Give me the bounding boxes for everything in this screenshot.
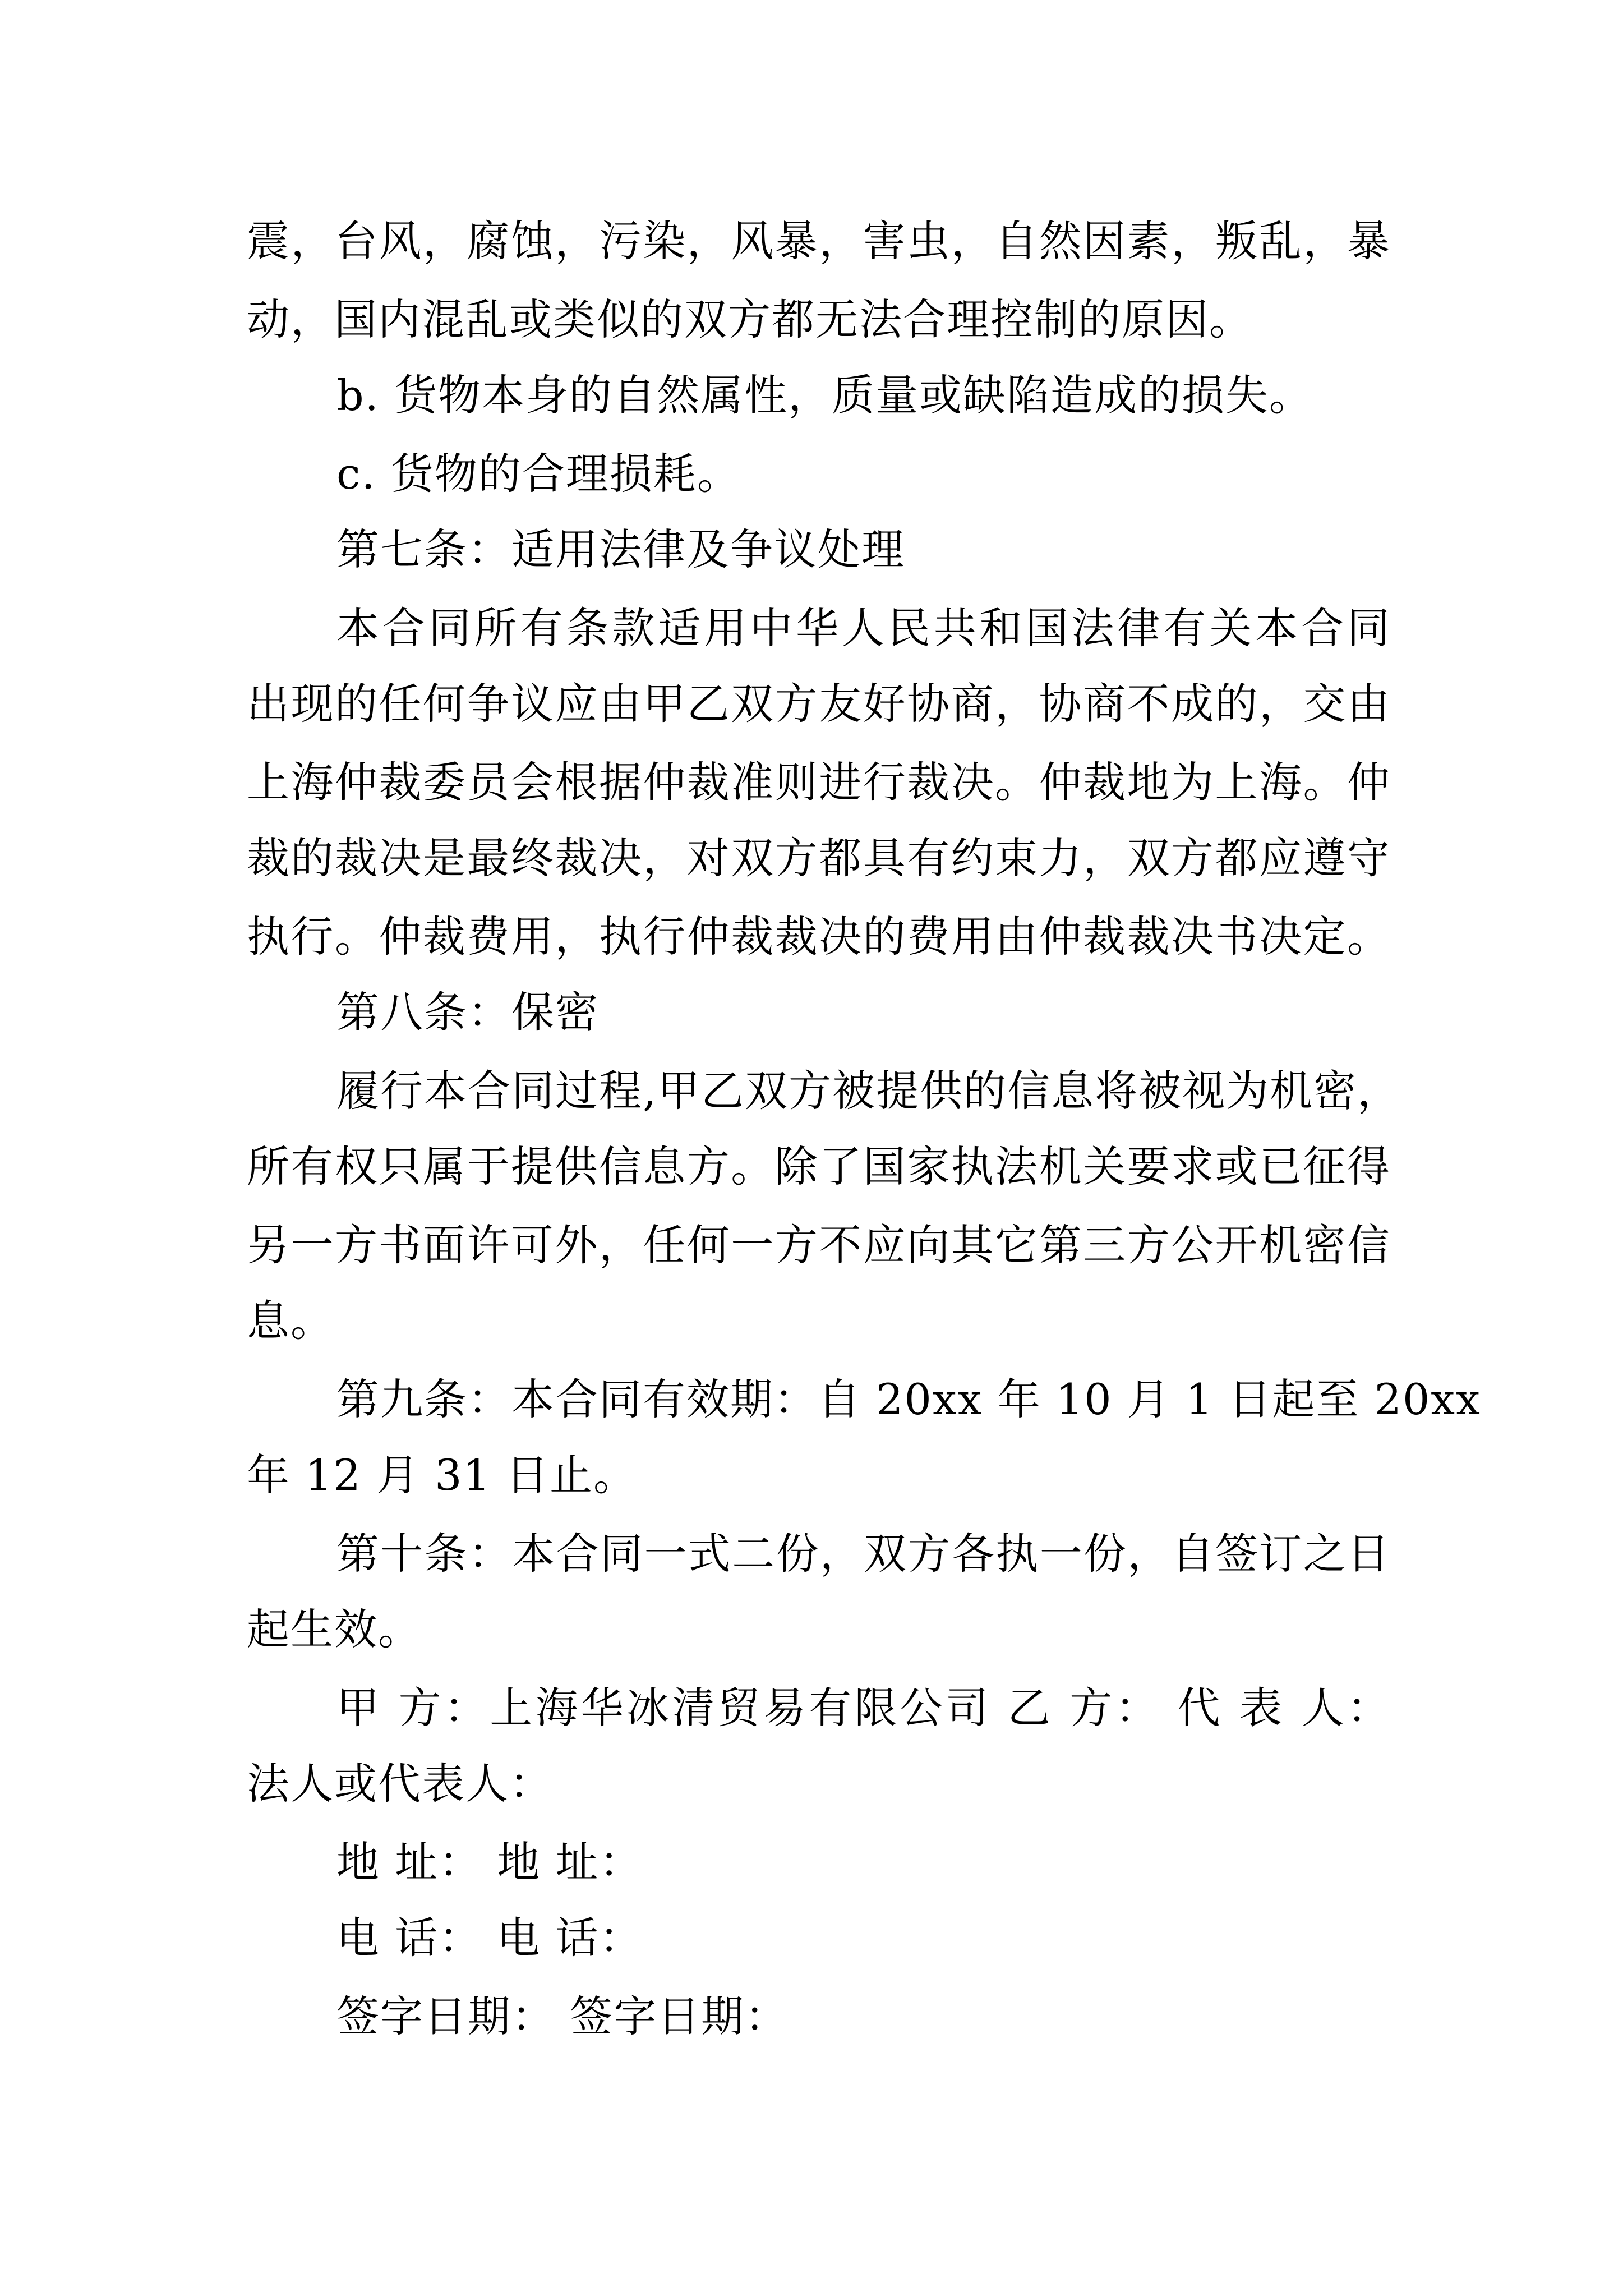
body-text-line: 执行。仲裁费用，执行仲裁裁决的费用由仲裁裁决书决定。 <box>247 912 1391 961</box>
body-text-line: 所有权只属于提供信息方。除了国家执法机关要求或已征得 <box>247 1142 1391 1191</box>
body-text-line: 另一方书面许可外，任何一方不应向其它第三方公开机密信 <box>247 1220 1391 1270</box>
article-10-text: 第十条：本合同一式二份，双方各执一份，自签订之日 <box>336 1529 1391 1579</box>
body-text-line: 震，台风，腐蚀，污染，风暴，害虫，自然因素，叛乱，暴 <box>247 216 1391 266</box>
body-text-line: 起生效。 <box>247 1604 422 1654</box>
body-text-line: 年 12 月 31 日止。 <box>247 1450 638 1500</box>
list-item-c: c. 货物的合理损耗。 <box>336 449 741 499</box>
body-text-line: 裁的裁决是最终裁决，对双方都具有约束力，双方都应遵守 <box>247 833 1391 883</box>
representative-line: 法人或代表人： <box>247 1759 553 1809</box>
body-text-line: 履行本合同过程,甲乙双方被提供的信息将被视为机密， <box>336 1066 1401 1116</box>
body-text-line: 息。 <box>247 1296 334 1346</box>
address-line: 地 址： 地 址： <box>336 1837 643 1887</box>
article-9-text: 第九条：本合同有效期：自 20xx 年 10 月 1 日起至 20xx <box>336 1374 1482 1424</box>
article-7-heading: 第七条：适用法律及争议处理 <box>336 524 905 574</box>
signature-date-line: 签字日期： 签字日期： <box>336 1991 789 2041</box>
party-line: 甲 方：上海华冰清贸易有限公司 乙 方： 代 表 人： <box>336 1683 1391 1733</box>
phone-line: 电 话： 电 话： <box>336 1913 643 1963</box>
body-text-line: 本合同所有条款适用中华人民共和国法律有关本合同 <box>336 603 1391 653</box>
body-text-line: 出现的任何争议应由甲乙双方友好协商，协商不成的，交由 <box>247 679 1391 729</box>
body-text-line: 上海仲裁委员会根据仲裁准则进行裁决。仲裁地为上海。仲 <box>247 757 1391 807</box>
article-8-heading: 第八条：保密 <box>336 987 599 1037</box>
list-item-b: b. 货物本身的自然属性，质量或缺陷造成的损失。 <box>336 370 1313 420</box>
body-text-line: 动，国内混乱或类似的双方都无法合理控制的原因。 <box>247 295 1253 344</box>
